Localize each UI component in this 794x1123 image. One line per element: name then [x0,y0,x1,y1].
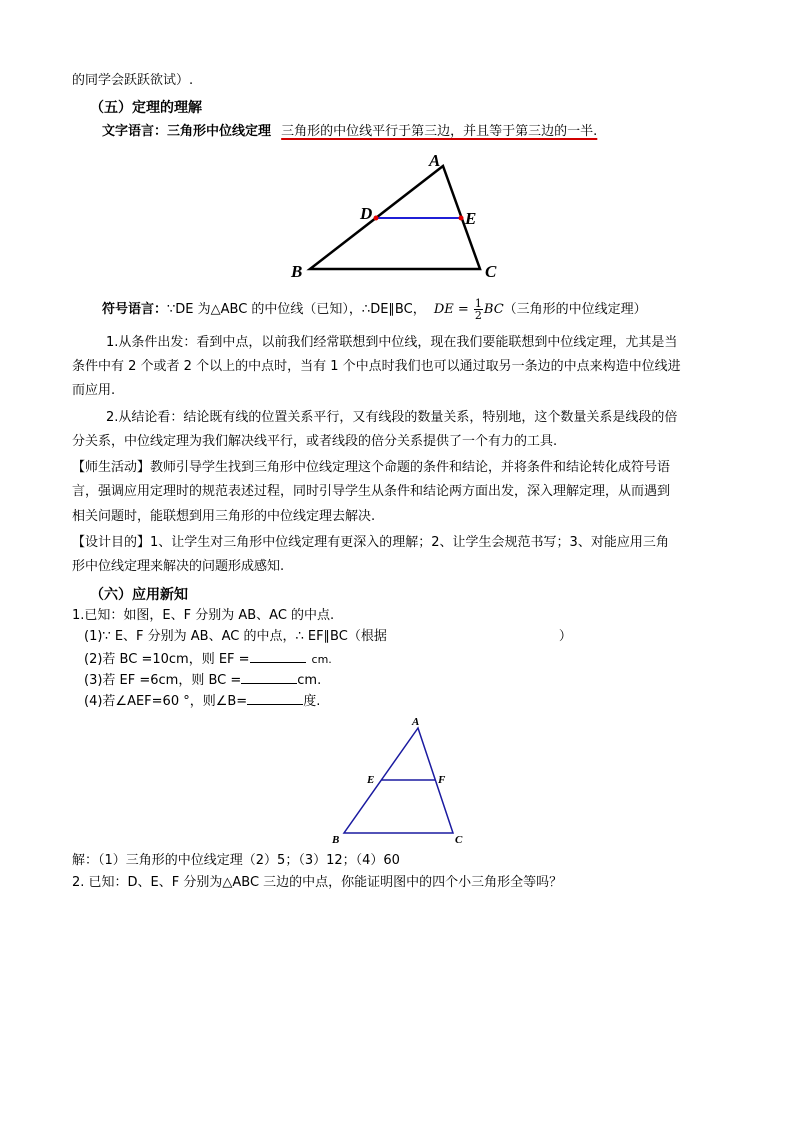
formula-num: 1 [474,297,482,310]
activity-line1: 【师生活动】教师引导学生找到三角形中位线定理这个命题的条件和结论，并将条件和结论转化成符号语 [72,460,671,475]
purpose-line1: 【设计目的】1、让学生对三角形中位线定理有更深入的理解；2、让学生会规范书写；3、对能应用三角 [72,535,669,550]
activity-line3: 相关问题时，能联想到用三角形的中位线定理去解决. [72,509,376,524]
label-e: E [465,209,477,228]
intro-tail-text: 的同学会跃跃欲试）. [72,73,194,88]
para1-line2: 条件中有 2 个或者 2 个以上的中点时，当有 1 个中点时我们也可以通过取另一条边的中点来构造中位线进 [72,359,681,374]
activity-line2: 言，强调应用定理时的规范表述过程，同时引导学生从条件和结论两方面出发，深入理解定理，从而遇到 [72,484,671,499]
para1-line3: 而应用. [72,383,116,398]
fig2-label-b: B [332,834,340,846]
symbol-label: 符号语言： [102,302,168,317]
para2-line1: 2.从结论看：结论既有线的位置关系平行，又有线段的数量关系，特别地，这个数量关系是线段的倍 [106,410,678,425]
q1-part3-unit: cm. [297,673,322,688]
q2-text: 2. 已知：D、E、F 分别为△ABC 三边的中点，你能证明图中的四个小三角形全等吗？ [72,875,563,890]
label-c: C [485,262,497,281]
q1-part2-unit: cm. [311,653,332,666]
formula-lhs: DE = [433,302,469,317]
verbal-text: 三角形的中位线平行于第三边，并且等于第三边的一半. [281,124,598,139]
section6-title: （六）应用新知 [90,587,188,603]
para2-line2: 分关系，中位线定理为我们解决线平行，或者线段的倍分关系提供了一个有力的工具. [72,434,558,449]
q1-part4-text: (4)若∠AEF=60 °，则∠B= [84,694,248,709]
symbol-part1: ∵DE 为△ABC 的中位线（已知），∴DE∥BC， [167,302,426,317]
q1-part2-text: (2)若 BC =10cm，则 EF = [84,652,250,667]
label-d: D [360,204,373,223]
section5-title: （五）定理的理解 [90,100,202,116]
verbal-label: 文字语言：三角形中位线定理 [102,124,272,139]
q1-part3-text: (3)若 EF =6cm，则 BC = [84,673,242,688]
symbol-reason: （三角形的中位线定理） [503,302,647,317]
fig2-label-f: F [438,774,446,786]
label-b: B [291,262,303,281]
para1-line1: 1.从条件出发：看到中点，以前我们经常联想到中位线，现在我们要能联想到中位线定理，尤其是当 [106,335,678,350]
q1-stem: 1.已知：如图，E、F 分别为 AB、AC 的中点. [72,608,335,623]
fig2-label-e: E [367,774,375,786]
q1-part1-close: ） [558,629,572,644]
purpose-line2: 形中位线定理来解决的问题形成感知. [72,559,285,574]
fig2-label-c: C [455,834,463,846]
formula-rhs: BC [483,302,504,317]
formula-den: 2 [474,309,482,322]
q1-part4-unit: 度. [303,694,321,709]
figure2-edges [344,728,453,833]
label-a: A [429,151,441,170]
fig2-label-a: A [412,716,420,728]
q1-part1-text: (1)∵ E、F 分别为 AB、AC 的中点，∴ EF∥BC（根据 [84,629,387,644]
answer-text: 解：（1）三角形的中位线定理（2）5；（3）12；（4）60 [72,853,400,868]
